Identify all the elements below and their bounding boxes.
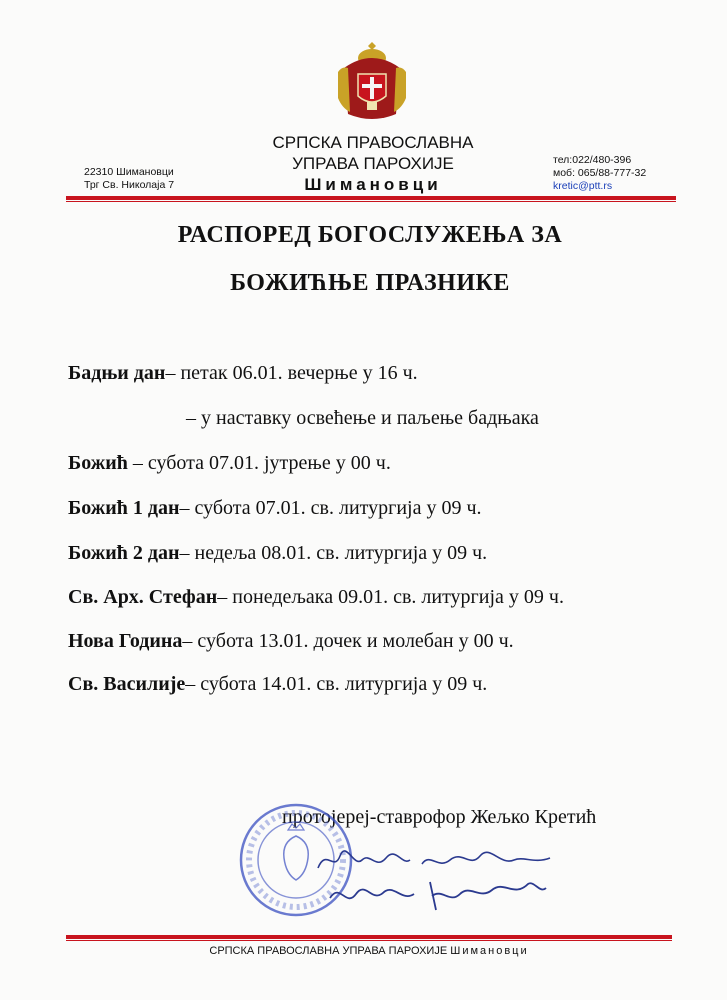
schedule-item (68, 630, 514, 653)
schedule-item (68, 586, 564, 609)
address-block (84, 166, 174, 192)
org-line-1: СРПСКА ПРАВОСЛАВНА (272, 133, 474, 152)
schedule-item-text: – субота 14.01. св. литургија у 09 ч. (185, 673, 488, 695)
schedule-item (68, 673, 487, 696)
document-title-line-1: РАСПОРЕД БОГОСЛУЖЕЊА ЗА (177, 222, 563, 248)
org-town: Шимановци (304, 175, 442, 194)
signatory-title: протојереј-ставрофор Жељко Кретић (282, 806, 597, 828)
document-title-line-2: БОЖИЋЊЕ ПРАЗНИКЕ (230, 270, 510, 296)
schedule-item-label: Св. Арх. Стефан (68, 586, 218, 608)
schedule-item-text: – субота 07.01. јутрење у 00 ч. (127, 452, 391, 474)
footer (66, 945, 672, 957)
schedule-item-text: – субота 13.01. дочек и молебан у 00 ч. (182, 630, 514, 652)
schedule-item (68, 452, 391, 475)
header-divider (66, 196, 676, 200)
footer-divider-thin (66, 940, 672, 941)
schedule-item-label: Нова Година (68, 630, 183, 652)
schedule-item-label: Божић 2 дан (68, 542, 180, 564)
schedule-item (68, 542, 487, 565)
schedule-item-text: – у наставку освећење и паљење бадњака (186, 407, 539, 429)
organization-name (200, 132, 546, 195)
schedule-item-label: Божић 1 дан (68, 497, 180, 519)
schedule-item-label: Божић (68, 452, 128, 474)
footer-org: СРПСКА ПРАВОСЛАВНА УПРАВА ПАРОХИЈЕ (209, 945, 451, 957)
schedule-item-label: Бадњи дан (68, 362, 166, 384)
header-divider-thin (66, 201, 676, 202)
handwritten-signature-icon (310, 838, 570, 918)
schedule-item (186, 407, 539, 430)
schedule-item-label: Св. Василије (68, 673, 186, 695)
schedule-item-text: – субота 07.01. св. литургија у 09 ч. (179, 497, 482, 519)
schedule-item-text: – понедељака 09.01. св. литургија у 09 ч. (217, 586, 564, 608)
footer-town: Шимановци (450, 945, 529, 957)
address-line-2: Трг Св. Николаја 7 (84, 179, 175, 191)
schedule-item (68, 362, 418, 385)
phone: тел:022/480-396 (553, 154, 632, 166)
schedule-item-text: – недеља 08.01. св. литургија у 09 ч. (179, 542, 488, 564)
mobile: моб: 065/88-777-32 (553, 167, 647, 179)
church-coat-of-arms-icon (334, 38, 410, 124)
email-link[interactable]: kretic@ptt.rs (553, 180, 613, 192)
contact-block (553, 154, 646, 193)
schedule-item-text: – петак 06.01. вечерње у 16 ч. (165, 362, 418, 384)
footer-divider (66, 935, 672, 939)
address-line-1: 22310 Шимановци (84, 166, 174, 178)
org-line-2: УПРАВА ПАРОХИЈЕ (292, 154, 454, 173)
schedule-item (68, 497, 482, 520)
